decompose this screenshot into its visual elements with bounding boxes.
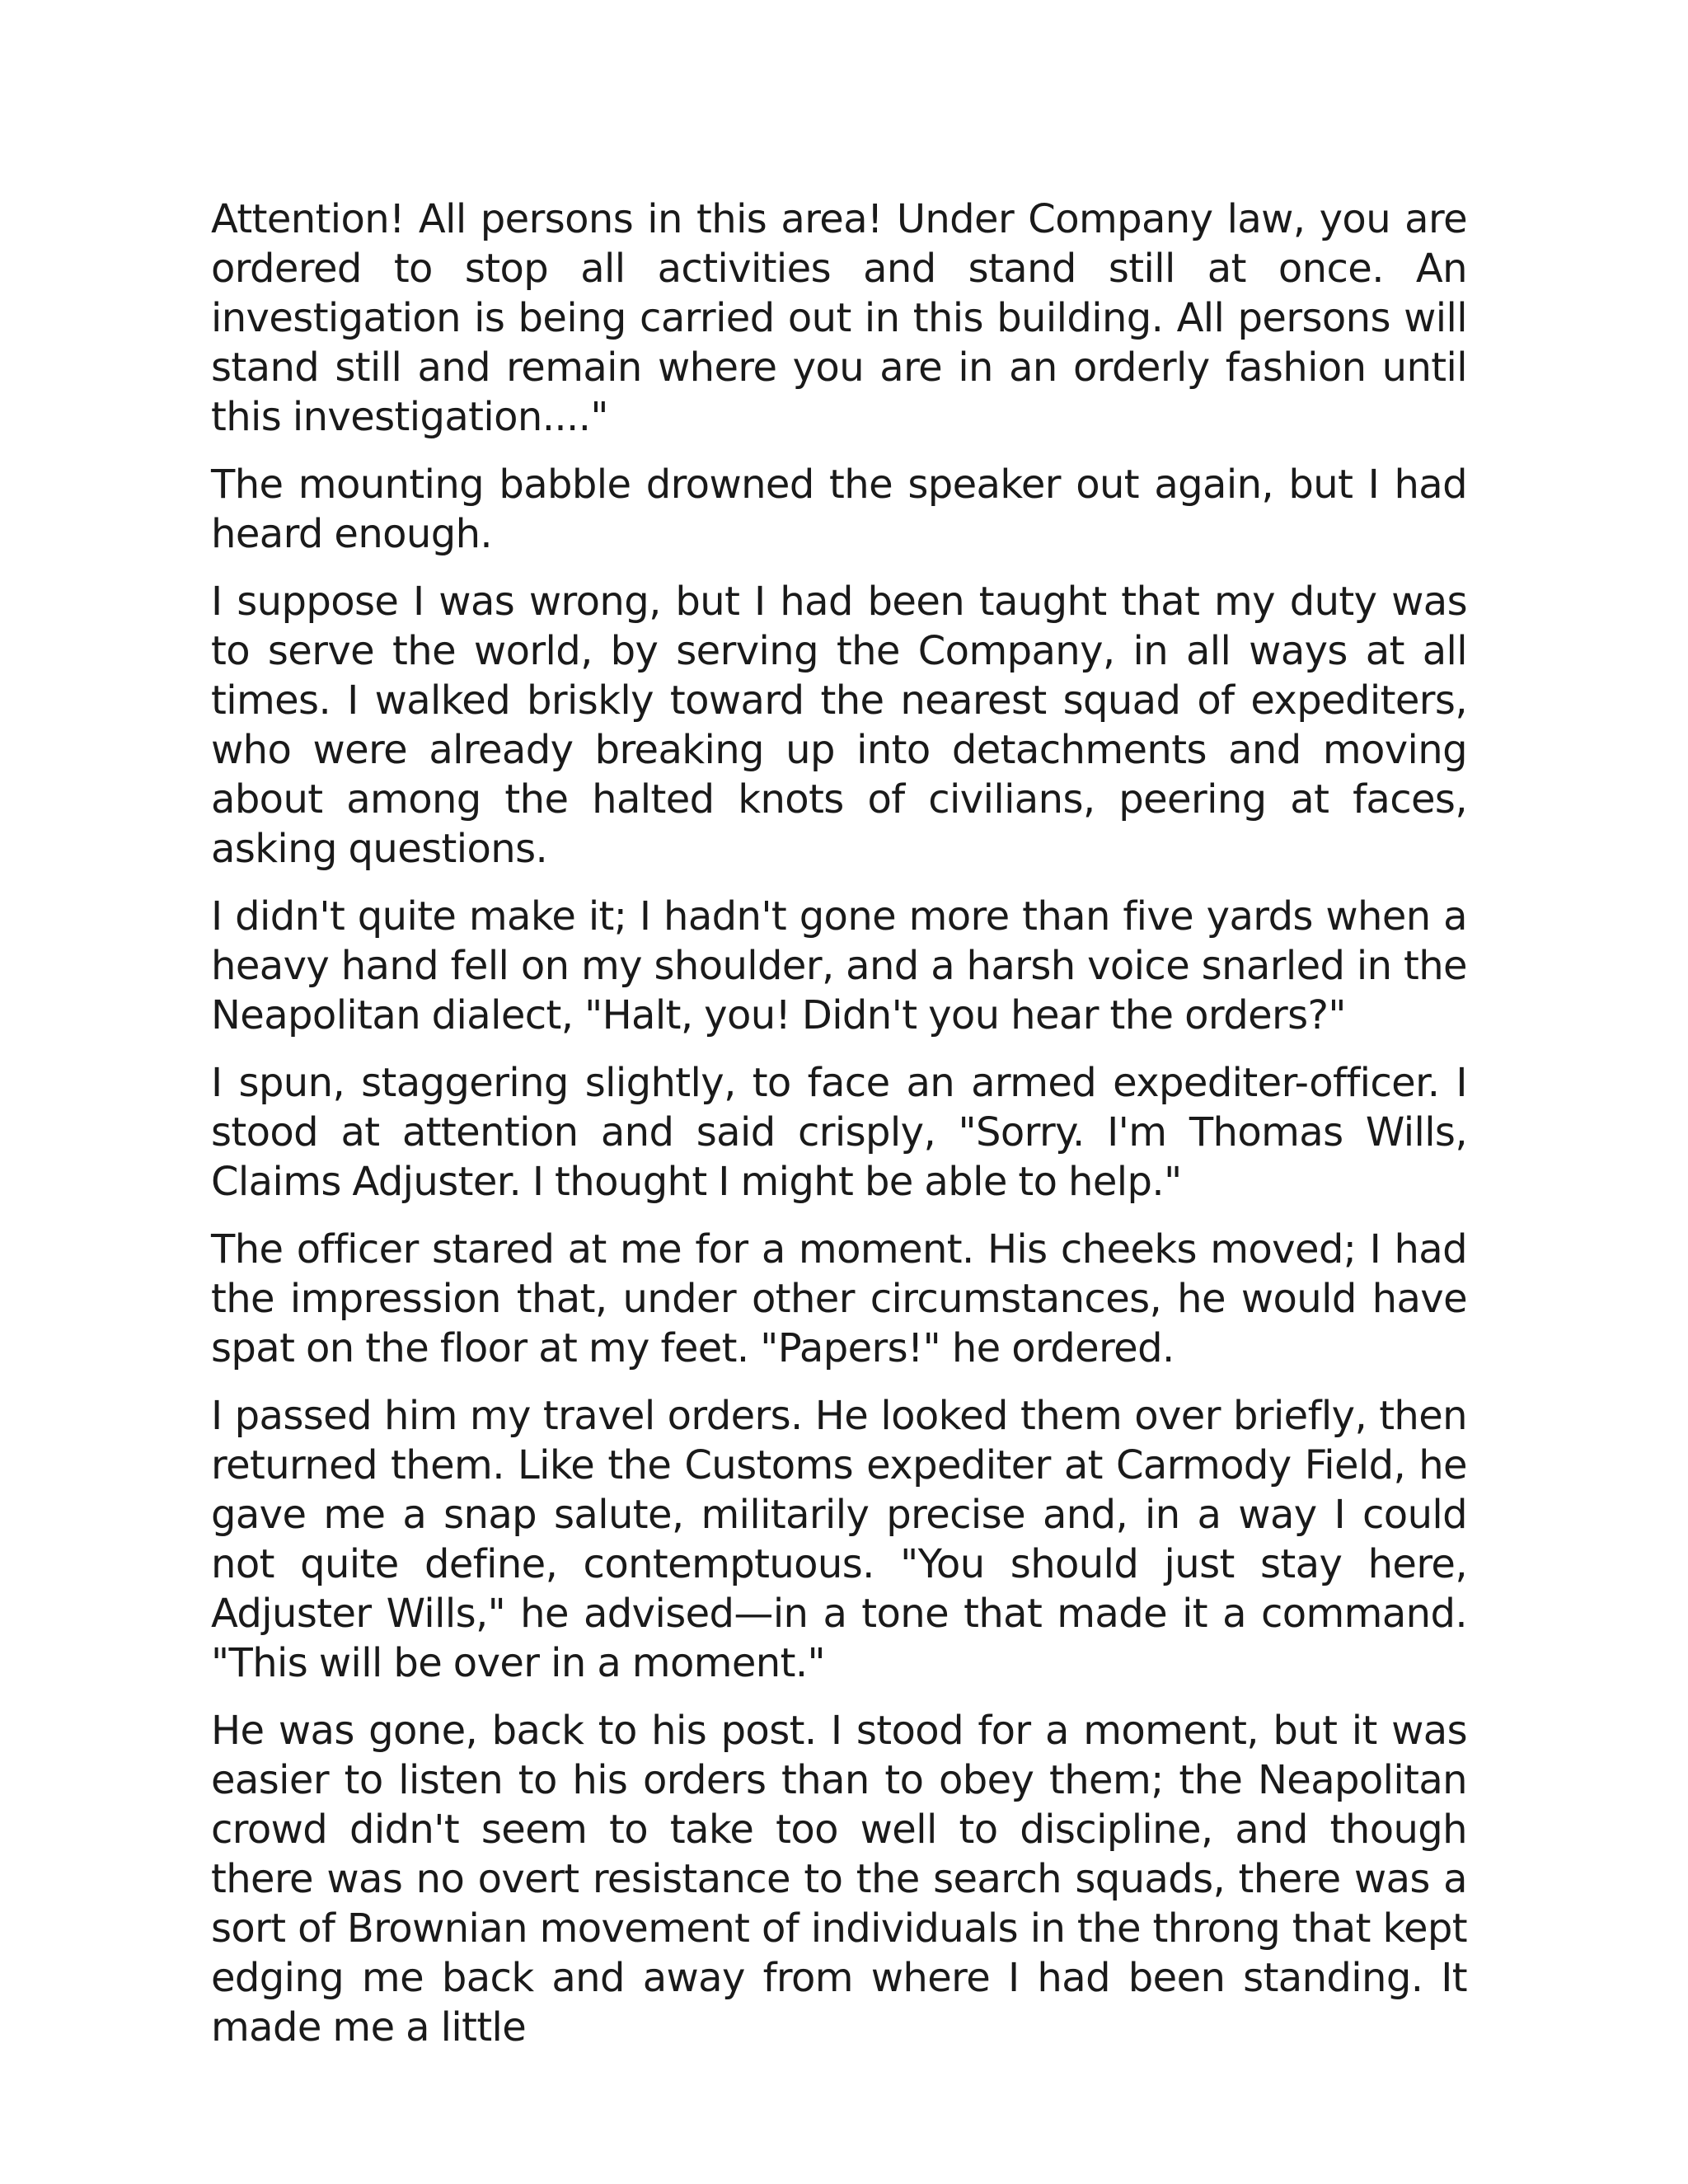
paragraph-4: I didn't quite make it; I hadn't gone more than five yards when a heavy hand fell on my shoulder, and a harsh voice snarled in the Neapolitan dialect, "Halt, you! Didn't you hear the orders?": [211, 893, 1467, 1038]
paragraph-8: He was gone, back to his post. I stood for a moment, but it was easier to listen to his orders than to obey them; the Neapolitan crowd didn't seem to take too well to discipline, and though there was no overt resistance to the search squads, there was a sort of Brownian movement of individuals in the throng that kept edging me back and away from where I had been standing. It made me a little: [211, 1708, 1467, 2050]
paragraph-2: The mounting babble drowned the speaker out again, but I had heard enough.: [211, 462, 1467, 557]
body-text: [211, 194, 1467, 2070]
paragraph-5: I spun, staggering slightly, to face an armed expediter-officer. I stood at attention and said crisply, "Sorry. I'm Thomas Wills, Claims Adjuster. I thought I might be able to help.": [211, 1060, 1467, 1205]
paragraph-7: I passed him my travel orders. He looked them over briefly, then returned them. Like the Customs expediter at Carmody Field, he gave me a snap salute, militarily precise and, in a way I could not quite define, contemptuous. "You should just stay here, Adjuster Wills," he advised—in a tone that made it a command. "This will be over in a moment.": [211, 1393, 1467, 1686]
paragraph-3: I suppose I was wrong, but I had been taught that my duty was to serve the world, by serving the Company, in all ways at all times. I walked briskly toward the nearest squad of expediters, who were already breaking up into detachments and moving about among the halted knots of civilians, peering at faces, asking questions.: [211, 579, 1467, 872]
paragraph-6: The officer stared at me for a moment. His cheeks moved; I had the impression that, under other circumstances, he would have spat on the floor at my feet. "Papers!" he ordered.: [211, 1226, 1467, 1371]
paragraph-1: Attention! All persons in this area! Under Company law, you are ordered to stop all activities and stand still at once. An investigation is being carried out in this building. All persons will stand still and remain where you are in an orderly fashion until this investigation....": [211, 196, 1467, 440]
